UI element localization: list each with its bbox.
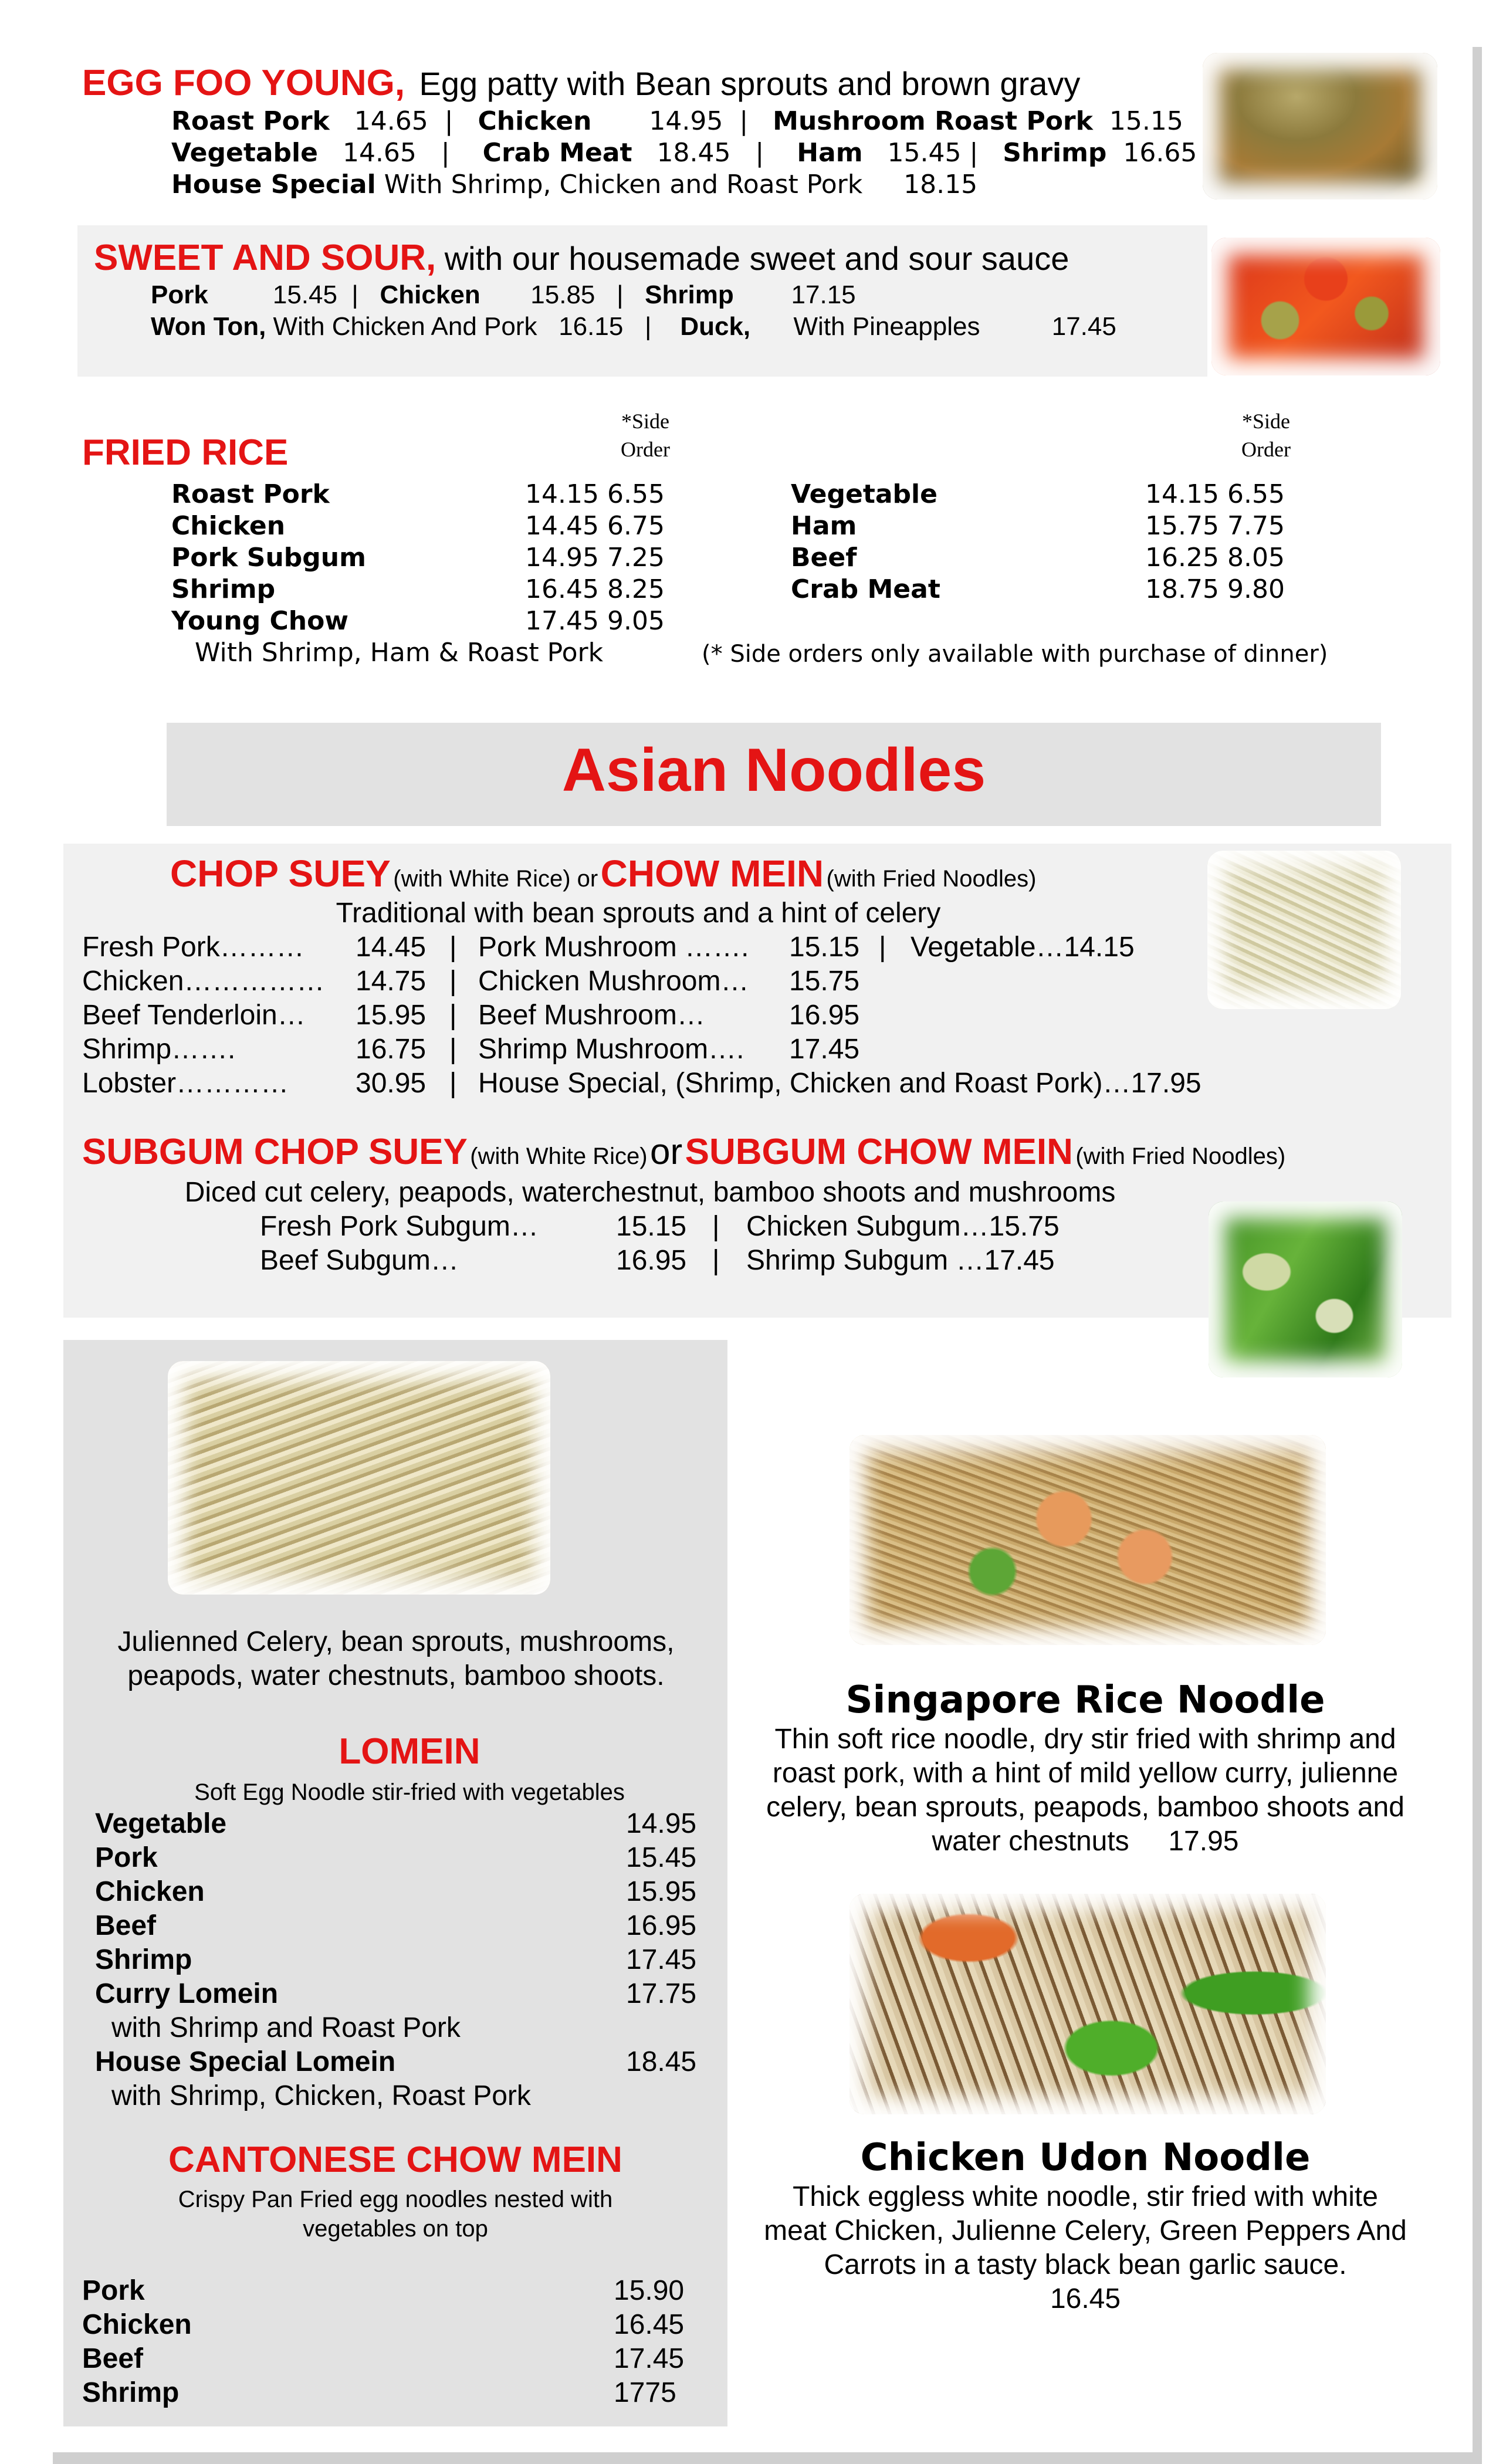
menu-item-price: 14.45	[525, 511, 599, 541]
menu-item-price: 17.45	[525, 606, 599, 636]
side-order-price: 7.25	[607, 543, 665, 573]
udon-desc: Thick eggless white noodle, stir fried with white meat Chicken, Julienne Celery, Green Peppers And Carrots in a tasty black bean garlic sauce.	[764, 2181, 1407, 2280]
list-item	[791, 542, 857, 574]
menu-item-price: 30.95	[356, 1068, 427, 1099]
side-order-price: 8.05	[1227, 543, 1285, 573]
menu-item-name: Vegetable…14.15	[911, 932, 1135, 963]
menu-item-price: 15.45	[272, 280, 337, 309]
menu-item-name: Mushroom Roast Pork	[773, 106, 1093, 136]
menu-item-price: 17.45	[789, 1034, 860, 1065]
menu-item-name: Chicken	[82, 2309, 192, 2340]
menu-item-name: Roast Pork	[171, 479, 330, 509]
menu-item-price: 15.90	[614, 2275, 685, 2306]
egg-foo-young-title: EGG FOO YOUNG,	[82, 63, 405, 103]
menu-item-name: Roast Pork	[171, 106, 330, 136]
menu-item-name: House Special Lomein	[95, 2046, 396, 2077]
menu-item-name: Won Ton,	[151, 312, 266, 341]
menu-item-name: House Special	[171, 170, 376, 199]
fried-rice-title: FRIED RICE	[82, 432, 289, 473]
list-item	[791, 479, 937, 510]
menu-item-name: Curry Lomein	[95, 1978, 279, 2009]
menu-item-price: 15.95	[626, 1876, 697, 1907]
subgum-chow-mein-subtitle: (with Fried Noodles)	[1075, 1143, 1286, 1169]
menu-item-name: Pork	[95, 1842, 158, 1873]
list-item-prices	[1145, 479, 1285, 510]
cantonese-title: CANTONESE CHOW MEIN	[168, 2140, 622, 2180]
side-order-label: *Side	[621, 409, 669, 433]
list-item	[171, 605, 348, 637]
menu-item-price: 15.75	[1145, 511, 1219, 541]
subgum-photo	[1209, 1201, 1402, 1377]
list-item-prices	[525, 605, 665, 637]
egg-foo-young-house-special	[171, 169, 977, 201]
menu-item-price: 15.15	[1109, 106, 1183, 136]
menu-item-price: 14.45	[356, 932, 427, 963]
chop-suey-desc: Traditional with bean sprouts and a hint of celery	[336, 898, 941, 929]
menu-item-price: 15.15	[789, 932, 860, 963]
separator: |	[449, 966, 457, 997]
menu-item-name: Chicken	[478, 106, 592, 136]
menu-item-price: 15.15	[616, 1211, 687, 1242]
subgum-chop-suey-subtitle: (with White Rice)	[470, 1143, 648, 1169]
menu-item-name: Shrimp Mushroom….	[478, 1034, 744, 1065]
menu-item-name: Shrimp	[171, 574, 276, 604]
menu-item-price: 14.65	[354, 106, 428, 136]
singapore-title: Singapore Rice Noodle	[845, 1678, 1325, 1722]
menu-item-price: 17.45	[1051, 312, 1116, 341]
list-item-prices	[525, 479, 665, 510]
side-order-price: 6.75	[607, 511, 665, 541]
menu-item-name: Shrimp…….	[82, 1034, 236, 1065]
egg-foo-young-desc: Egg patty with Bean sprouts and brown gravy	[419, 65, 1081, 102]
udon-title: Chicken Udon Noodle	[860, 2136, 1311, 2179]
subgum-desc: Diced cut celery, peapods, waterchestnut, bamboo shoots and mushrooms	[184, 1177, 1116, 1208]
menu-item-name: Chicken	[171, 511, 286, 541]
list-item	[171, 479, 330, 510]
menu-item-price: 16.15	[559, 312, 624, 341]
list-item-prices	[525, 574, 665, 605]
subgum-chop-suey-title: SUBGUM CHOP SUEY	[82, 1132, 468, 1172]
side-order-price: 6.55	[1227, 479, 1285, 509]
list-item	[171, 542, 366, 574]
menu-item-price: 18.15	[903, 170, 978, 199]
menu-item-price: 16.45	[614, 2309, 685, 2340]
egg-foo-young-photo	[1203, 53, 1437, 199]
menu-item-name: Shrimp Subgum …17.45	[746, 1245, 1055, 1276]
list-item-prices	[1145, 510, 1285, 542]
menu-item-name: Shrimp	[82, 2377, 180, 2408]
menu-item-price: 17.45	[614, 2343, 685, 2374]
menu-item-price: 18.75	[1145, 574, 1219, 604]
menu-item-desc: With Chicken And Pork	[273, 312, 537, 341]
menu-item-name: Shrimp	[95, 1944, 192, 1975]
separator: |	[449, 1068, 457, 1099]
menu-item-desc: With Shrimp, Chicken and Roast Pork	[384, 170, 863, 199]
menu-item-price: 15.95	[356, 1000, 427, 1031]
side-order-label: *Side	[1241, 409, 1290, 433]
menu-item-name: Beef	[82, 2343, 144, 2374]
menu-item-desc: with Shrimp, Chicken, Roast Pork	[111, 2080, 531, 2111]
separator: |	[712, 1245, 720, 1276]
chow-mein-title: CHOW MEIN	[600, 852, 824, 895]
side-order-header-right	[1231, 407, 1301, 463]
side-order-price: 8.25	[607, 574, 665, 604]
list-item-prices	[1145, 574, 1285, 605]
sweet-and-sour-desc: with our housemade sweet and sour sauce	[444, 240, 1069, 277]
side-order-label: Order	[621, 438, 670, 461]
menu-item-name: Pork	[82, 2275, 145, 2306]
side-order-price: 9.80	[1227, 574, 1285, 604]
menu-item-price: 16.95	[626, 1910, 697, 1941]
menu-item-price: 14.95	[649, 106, 723, 136]
separator: |	[449, 1000, 457, 1031]
egg-foo-young-line-2: Vegetable 14.65 | Crab Meat 18.45 | Ham 15.45 | Shrimp 16.65	[171, 138, 1197, 168]
singapore-noodle-photo	[849, 1435, 1326, 1645]
menu-item-price: 14.15	[525, 479, 599, 509]
menu-item-price: 14.65	[342, 138, 417, 168]
singapore-desc	[757, 1722, 1414, 1859]
menu-item-name: Pork	[151, 280, 208, 309]
chow-mein-subtitle: (with Fried Noodles)	[826, 866, 1037, 892]
sweet-and-sour-photo	[1211, 238, 1440, 375]
menu-item-name: Fresh Pork Subgum…	[260, 1211, 539, 1242]
menu-item-price: 14.95	[525, 543, 599, 573]
separator: |	[449, 932, 457, 963]
menu-item-name: Chicken……………	[82, 966, 325, 997]
menu-item-name: Chicken Subgum…15.75	[746, 1211, 1060, 1242]
menu-item-price: 14.75	[356, 966, 427, 997]
menu-item-price: 17.75	[626, 1978, 697, 2009]
menu-item-price: 14.15	[1145, 479, 1219, 509]
menu-item-name: Lobster…………	[82, 1068, 289, 1099]
menu-item-name: Chicken	[95, 1876, 205, 1907]
menu-item-price: 15.85	[530, 280, 595, 309]
side-order-price: 9.05	[607, 606, 665, 636]
menu-item-desc: with Shrimp and Roast Pork	[111, 2012, 461, 2043]
menu-item-name: Beef Subgum…	[260, 1245, 459, 1276]
list-item	[791, 510, 857, 542]
menu-item-price: 16.75	[356, 1034, 427, 1065]
udon-noodle-photo	[849, 1894, 1326, 2114]
sweet-and-sour-line-2: Won Ton, With Chicken And Pork 16.15 | Duck, With Pineapples 17.45	[151, 312, 1116, 341]
menu-item-name: Duck,	[680, 312, 751, 341]
side-order-label: Order	[1241, 438, 1291, 461]
egg-foo-young-line-1: Roast Pork 14.65 | Chicken 14.95 | Mushroom Roast Pork 15.15	[171, 106, 1183, 136]
young-chow-desc: With Shrimp, Ham & Roast Pork	[195, 638, 604, 668]
separator: |	[879, 932, 886, 963]
menu-item-name: Crab Meat	[482, 138, 632, 168]
lomein-photo	[168, 1361, 550, 1595]
menu-item-price: 18.45	[656, 138, 731, 168]
menu-item-price: 15.45	[887, 138, 962, 168]
menu-item-name: Vegetable	[791, 479, 937, 509]
menu-item-price: 16.25	[1145, 543, 1219, 573]
side-order-header-left	[610, 407, 681, 463]
list-item	[171, 510, 285, 542]
menu-item-desc: With Pineapples	[793, 312, 980, 341]
separator: |	[449, 1034, 457, 1065]
side-order-price: 6.55	[607, 479, 665, 509]
menu-item-price: 18.45	[626, 2046, 697, 2077]
menu-item-name: Young Chow	[171, 606, 349, 636]
menu-item-name: Chicken Mushroom…	[478, 966, 749, 997]
list-item-prices	[525, 510, 665, 542]
list-item	[171, 574, 275, 605]
menu-item-price: 15.75	[789, 966, 860, 997]
menu-item-name: Shrimp	[645, 280, 734, 309]
menu-item-name: Vegetable	[95, 1808, 227, 1839]
page-shadow-bottom	[53, 2452, 1482, 2464]
side-order-note: (* Side orders only available with purchase of dinner)	[702, 641, 1328, 668]
list-item-prices	[525, 542, 665, 574]
udon-price: 16.45	[1050, 2283, 1121, 2314]
menu-item-name: Beef Tenderloin…	[82, 1000, 306, 1031]
menu-item-price: 17.45	[626, 1944, 697, 1975]
menu-item-price: 17.15	[791, 280, 856, 309]
menu-item-name: Pork Mushroom …….	[478, 932, 749, 963]
menu-item-price: 17.95	[1168, 1826, 1239, 1857]
menu-item-name: Beef Mushroom…	[478, 1000, 705, 1031]
sweet-and-sour-title: SWEET AND SOUR,	[94, 238, 436, 278]
cantonese-desc-line-1: Crispy Pan Fried egg noodles nested with	[178, 2187, 613, 2212]
asian-noodles-title: Asian Noodles	[561, 736, 986, 804]
subgum-chow-mein-title: SUBGUM CHOW MEIN	[685, 1132, 1073, 1172]
menu-item-price: 15.45	[626, 1842, 697, 1873]
menu-item-price: 1775	[614, 2377, 676, 2408]
menu-item-price: 16.95	[789, 1000, 860, 1031]
sweet-and-sour-line-1: Pork 15.45 | Chicken 15.85 | Shrimp 17.15	[151, 280, 856, 309]
menu-item-price: 16.45	[525, 574, 599, 604]
lomein-photo-caption: Julienned Celery, bean sprouts, mushrooms, peapods, water chestnuts, bamboo shoots.	[117, 1626, 675, 1691]
menu-item-desc: Thin soft rice noodle, dry stir fried with shrimp and roast pork, with a hint of mild yellow curry, julienne celery, bean sprouts, peapods, bamboo shoots and water chestnuts	[766, 1724, 1404, 1857]
menu-item-price: 14.95	[626, 1808, 697, 1839]
menu-item-name: Shrimp	[1003, 138, 1107, 168]
menu-item-name: Fresh Pork………	[82, 932, 304, 963]
side-order-price: 7.75	[1227, 511, 1285, 541]
separator: |	[712, 1211, 720, 1242]
lomein-desc: Soft Egg Noodle stir-fried with vegetables	[194, 1779, 625, 1805]
lomein-title: LOMEIN	[339, 1731, 480, 1772]
menu-item-name: Crab Meat	[791, 574, 940, 604]
cantonese-desc-line-2: vegetables on top	[303, 2216, 488, 2242]
subgum-or: or	[650, 1132, 683, 1172]
chow-mein-photo	[1207, 851, 1401, 1009]
menu-item-name: Beef	[791, 543, 857, 573]
menu-item-name: Beef	[95, 1910, 157, 1941]
menu-item-name: Ham	[797, 138, 863, 168]
list-item-prices	[1145, 542, 1285, 574]
list-item	[791, 574, 940, 605]
menu-item-name: Ham	[791, 511, 857, 541]
menu-item-name: Pork Subgum	[171, 543, 366, 573]
menu-item-name: Chicken	[380, 280, 480, 309]
chop-suey-title: CHOP SUEY	[170, 852, 391, 895]
menu-item-name: Vegetable	[171, 138, 318, 168]
menu-item-price: 16.65	[1123, 138, 1197, 168]
page-shadow-right	[1473, 47, 1482, 2452]
menu-item-price: 16.95	[616, 1245, 687, 1276]
chop-suey-subtitle: (with White Rice) or	[393, 866, 598, 892]
menu-item-name: House Special, (Shrimp, Chicken and Roast Pork)…17.95	[478, 1068, 1201, 1099]
